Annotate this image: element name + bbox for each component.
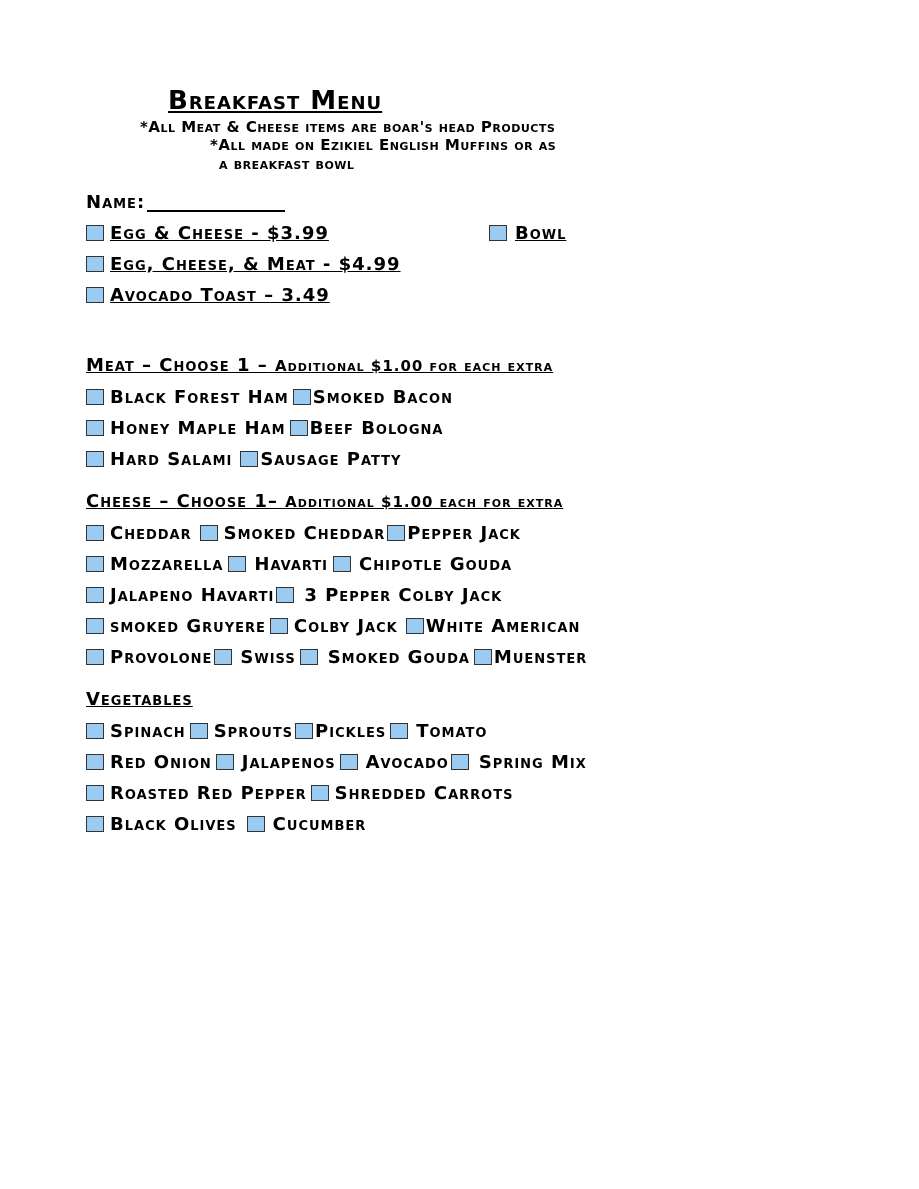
red-onion-label: Red Onion xyxy=(110,751,212,773)
swiss-label: Swiss xyxy=(240,646,296,668)
pepper-jack-label: Pepper Jack xyxy=(407,522,521,544)
spring-mix-label: Spring Mix xyxy=(478,751,587,773)
mozzarella-checkbox[interactable] xyxy=(86,556,104,572)
bowl-row xyxy=(489,221,566,245)
note-muffins: *All made on Ezikiel English Muffins or as xyxy=(210,136,557,154)
jalapeno-havarti-label: Jalapeno Havarti xyxy=(110,584,275,606)
colby-jack-checkbox[interactable] xyxy=(270,618,288,634)
meat-heading-text: Meat – Choose 1 – xyxy=(86,355,268,376)
egg-cheese-checkbox[interactable] xyxy=(86,225,104,241)
cheese-heading-text: Cheese – Choose 1– xyxy=(86,491,278,512)
cheese-row xyxy=(86,614,580,638)
jalapenos-label: Jalapenos xyxy=(241,751,336,773)
cheese-row xyxy=(86,521,521,545)
havarti-label: Havarti xyxy=(254,553,329,575)
muenster-checkbox[interactable] xyxy=(474,649,492,665)
sprouts-checkbox[interactable] xyxy=(190,723,208,739)
note-bowl: a breakfast bowl xyxy=(219,155,355,173)
white-american-checkbox[interactable] xyxy=(406,618,424,634)
shredded-carrots-label: Shredded Carrots xyxy=(334,782,514,804)
chipotle-gouda-checkbox[interactable] xyxy=(333,556,351,572)
meat-row xyxy=(86,385,453,409)
black-olives-checkbox[interactable] xyxy=(86,816,104,832)
sausage-patty-label: Sausage Patty xyxy=(260,448,402,470)
swiss-checkbox[interactable] xyxy=(214,649,232,665)
pickles-checkbox[interactable] xyxy=(295,723,313,739)
havarti-checkbox[interactable] xyxy=(228,556,246,572)
smoked-gouda-label: Smoked Gouda xyxy=(327,646,470,668)
muenster-label: Muenster xyxy=(493,646,588,668)
cheese-heading xyxy=(86,491,563,512)
cheese-row xyxy=(86,645,587,669)
colby-jack-label: Colby Jack xyxy=(293,615,398,637)
spinach-label: Spinach xyxy=(110,720,186,742)
roasted-red-pepper-label: Roasted Red Pepper xyxy=(110,782,307,804)
cheese-row xyxy=(86,552,512,576)
egg-cheese-meat-label: Egg, Cheese, & Meat - $4.99 xyxy=(110,253,401,275)
black-olives-label: Black Olives xyxy=(110,813,237,835)
name-label: Name: xyxy=(86,191,146,213)
roasted-red-pepper-checkbox[interactable] xyxy=(86,785,104,801)
meat-heading-extra: Additional $1.00 for each extra xyxy=(275,357,554,375)
egg-cheese-label: Egg & Cheese - $3.99 xyxy=(110,222,329,244)
cheese-row xyxy=(86,583,502,607)
honey-maple-ham-checkbox[interactable] xyxy=(86,420,104,436)
meat-row xyxy=(86,447,401,471)
page-title: Breakfast Menu xyxy=(168,86,383,116)
bowl-label: Bowl xyxy=(515,222,567,244)
beef-bologna-label: Beef Bologna xyxy=(309,417,444,439)
spring-mix-checkbox[interactable] xyxy=(451,754,469,770)
tomato-label: Tomato xyxy=(416,720,488,742)
sausage-patty-checkbox[interactable] xyxy=(240,451,258,467)
vegetable-row xyxy=(86,750,587,774)
black-forest-ham-checkbox[interactable] xyxy=(86,389,104,405)
spinach-checkbox[interactable] xyxy=(86,723,104,739)
vegetable-row xyxy=(86,781,513,805)
beef-bologna-checkbox[interactable] xyxy=(290,420,308,436)
name-row xyxy=(86,190,285,214)
avocado-toast-checkbox[interactable] xyxy=(86,287,104,303)
smoked-bacon-checkbox[interactable] xyxy=(293,389,311,405)
provolone-label: Provolone xyxy=(110,646,213,668)
main-item-row xyxy=(86,252,401,276)
3-pepper-colby-jack-label: 3 Pepper Colby Jack xyxy=(304,584,503,606)
egg-cheese-meat-checkbox[interactable] xyxy=(86,256,104,272)
tomato-checkbox[interactable] xyxy=(390,723,408,739)
honey-maple-ham-label: Honey Maple Ham xyxy=(110,417,286,439)
hard-salami-checkbox[interactable] xyxy=(86,451,104,467)
black-forest-ham-label: Black Forest Ham xyxy=(110,386,289,408)
cucumber-checkbox[interactable] xyxy=(247,816,265,832)
avocado-checkbox[interactable] xyxy=(340,754,358,770)
vegetable-row xyxy=(86,812,366,836)
main-item-row xyxy=(86,283,330,307)
meat-heading xyxy=(86,355,553,376)
pickles-label: Pickles xyxy=(315,720,387,742)
bowl-checkbox[interactable] xyxy=(489,225,507,241)
cucumber-label: Cucumber xyxy=(272,813,367,835)
pepper-jack-checkbox[interactable] xyxy=(387,525,405,541)
3-pepper-colby-jack-checkbox[interactable] xyxy=(276,587,294,603)
smoked-gruyere-checkbox[interactable] xyxy=(86,618,104,634)
sprouts-label: Sprouts xyxy=(213,720,294,742)
cheddar-checkbox[interactable] xyxy=(86,525,104,541)
shredded-carrots-checkbox[interactable] xyxy=(311,785,329,801)
hard-salami-label: Hard Salami xyxy=(110,448,233,470)
jalapenos-checkbox[interactable] xyxy=(216,754,234,770)
vegetables-heading: Vegetables xyxy=(86,689,193,710)
mozzarella-label: Mozzarella xyxy=(110,553,224,575)
main-item-row xyxy=(86,221,329,245)
smoked-gruyere-label: smoked Gruyere xyxy=(110,615,266,637)
name-input[interactable] xyxy=(147,192,285,212)
note-boars-head: *All Meat & Cheese items are boar's head Products xyxy=(140,118,556,136)
red-onion-checkbox[interactable] xyxy=(86,754,104,770)
smoked-bacon-label: Smoked Bacon xyxy=(312,386,453,408)
cheddar-label: Cheddar xyxy=(110,522,192,544)
vegetable-row xyxy=(86,719,487,743)
avocado-toast-label: Avocado Toast – 3.49 xyxy=(110,284,330,306)
smoked-cheddar-label: Smoked Cheddar xyxy=(223,522,386,544)
white-american-label: White American xyxy=(425,615,581,637)
meat-row xyxy=(86,416,443,440)
avocado-label: Avocado xyxy=(365,751,449,773)
smoked-cheddar-checkbox[interactable] xyxy=(200,525,218,541)
cheese-heading-extra: Additional $1.00 each for extra xyxy=(285,493,564,511)
smoked-gouda-checkbox[interactable] xyxy=(300,649,318,665)
provolone-checkbox[interactable] xyxy=(86,649,104,665)
chipotle-gouda-label: Chipotle Gouda xyxy=(359,553,513,575)
jalapeno-havarti-checkbox[interactable] xyxy=(86,587,104,603)
